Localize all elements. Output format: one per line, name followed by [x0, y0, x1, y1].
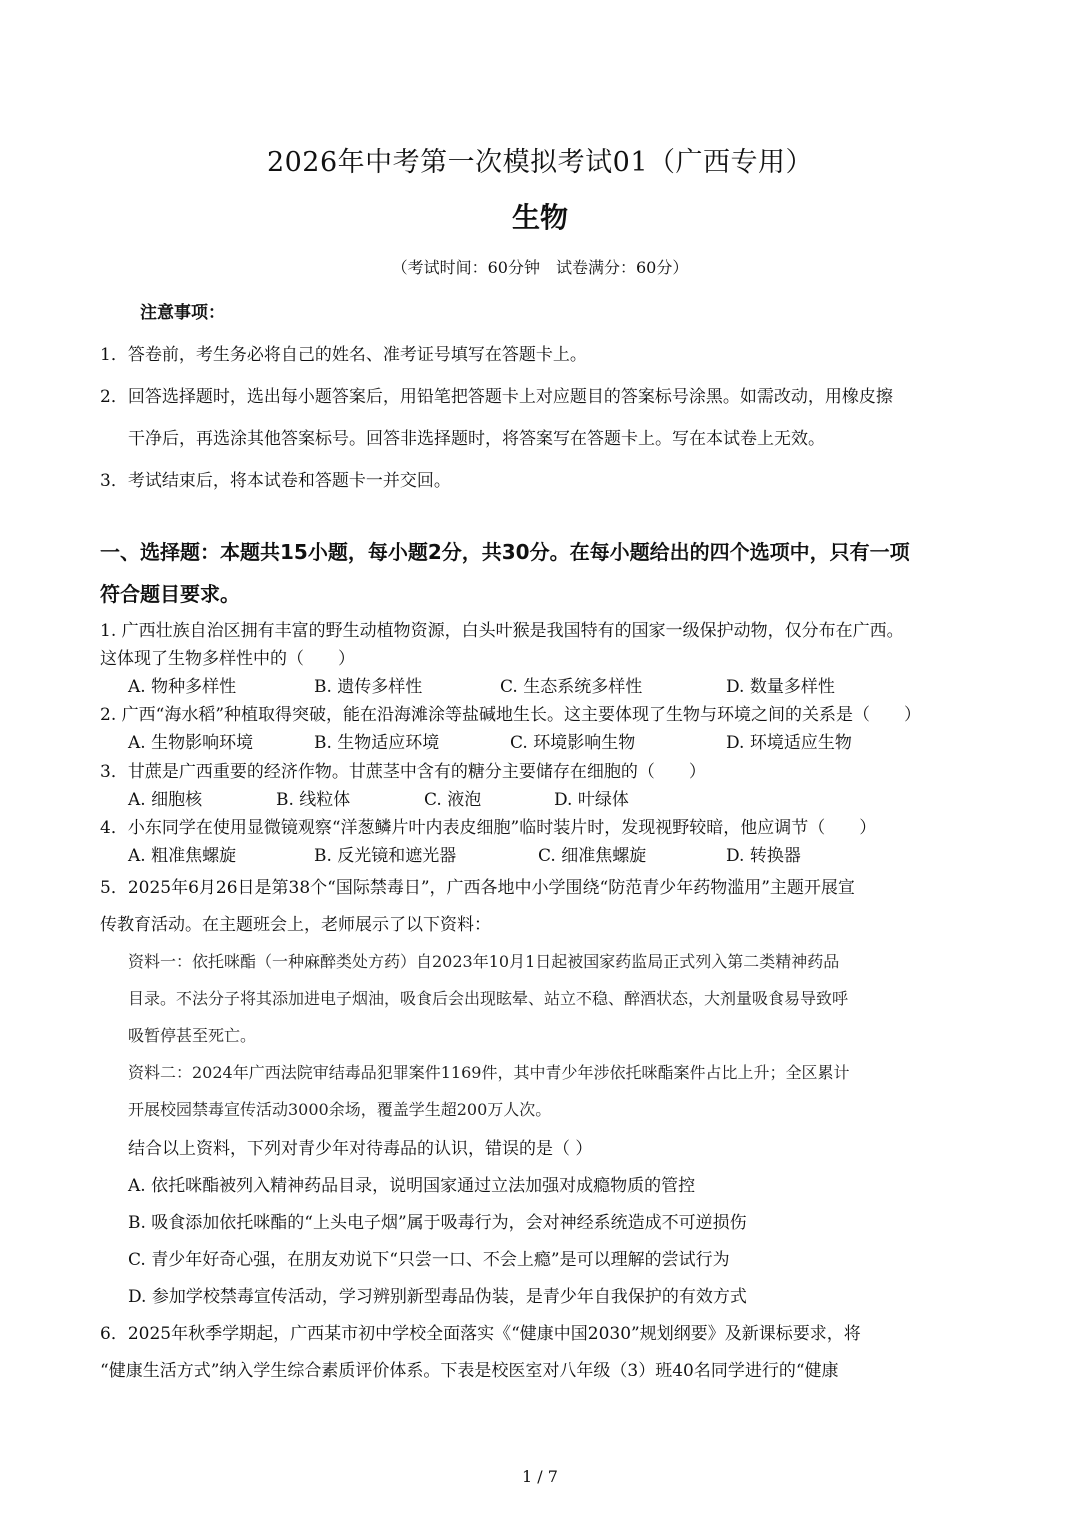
- question-1-option-c: C. 生态系统多样性: [500, 677, 643, 697]
- question-5-option-d: D. 参加学校禁毒宣传活动，学习辨别新型毒品伪装，是青少年自我保护的有效方式: [128, 1287, 747, 1307]
- question-4-text: 4．小东同学在使用显微镜观察“洋葱鳞片叶内表皮细胞”临时装片时，发现视野较暗，他应调节（ ）: [100, 818, 877, 838]
- material-one-line: 吸暂停甚至死亡。: [128, 1026, 257, 1045]
- material-one-line: 资料一：依托咪酯（一种麻醉类处方药）自2023年10月1日起被国家药监局正式列入第二类精神药品: [128, 952, 840, 971]
- page-number: 1 / 7: [522, 1467, 558, 1486]
- question-5-option-a: A. 依托咪酯被列入精神药品目录，说明国家通过立法加强对成瘾物质的管控: [128, 1176, 696, 1196]
- question-1-text-cont: 这体现了生物多样性中的（ ）: [100, 649, 355, 669]
- question-1-option-d: D. 数量多样性: [726, 677, 835, 697]
- question-2-option-c: C. 环境影响生物: [510, 733, 636, 753]
- note-item: 干净后，再选涂其他答案标号。回答非选择题时，将答案写在答题卡上。写在本试卷上无效。: [128, 429, 825, 449]
- material-two-line: 资料二：2024年广西法院审结毒品犯罪案件1169件，其中青少年涉依托咪酯案件占比上升；全区累计: [128, 1063, 850, 1082]
- question-2-text: 2. 广西“海水稻”种植取得突破，能在沿海滩涂等盐碱地生长。这主要体现了生物与环境之间的关系是（ ）: [100, 705, 922, 725]
- question-5-text: 5．2025年6月26日是第38个“国际禁毒日”，广西各地中小学围绕“防范青少年药物滥用”主题开展宣: [100, 878, 855, 898]
- section-heading: 一、选择题：本题共15小题，每小题2分，共30分。在每小题给出的四个选项中，只有一项: [100, 540, 910, 564]
- exam-title: 2026年中考第一次模拟考试01（广西专用）: [266, 147, 814, 178]
- question-4-option-a: A. 粗准焦螺旋: [128, 846, 237, 866]
- material-one-line: 目录。不法分子将其添加进电子烟油，吸食后会出现眩晕、站立不稳、醉酒状态，大剂量吸食易导致呼: [128, 989, 849, 1008]
- question-4-option-c: C. 细准焦螺旋: [538, 846, 647, 866]
- notes-heading: 注意事项：: [140, 303, 225, 323]
- question-3-option-b: B. 线粒体: [276, 790, 351, 810]
- question-6-text: 6．2025年秋季学期起，广西某市初中学校全面落实《“健康中国2030”规划纲要》及新课标要求，将: [100, 1324, 861, 1344]
- subject-title: 生物: [511, 201, 568, 234]
- question-4-option-d: D. 转换器: [726, 846, 801, 866]
- question-1-text: 1. 广西壮族自治区拥有丰富的野生动植物资源，白头叶猴是我国特有的国家一级保护动物，仅分布在广西。: [100, 621, 904, 641]
- material-two-line: 开展校园禁毒宣传活动3000余场，覆盖学生超200万人次。: [128, 1100, 552, 1119]
- question-3-option-c: C. 液泡: [424, 790, 482, 810]
- note-item: 2．回答选择题时，选出每小题答案后，用铅笔把答题卡上对应题目的答案标号涂黑。如需改动，用橡皮擦: [100, 387, 893, 407]
- exam-meta: （考试时间：60分钟 试卷满分：60分）: [391, 258, 689, 277]
- question-6-text-cont: “健康生活方式”纳入学生综合素质评价体系。下表是校医室对八年级（3）班40名同学进行的“健康: [100, 1361, 839, 1381]
- question-5-prompt: 结合以上资料，下列对青少年对待毒品的认识，错误的是（ ）: [128, 1139, 593, 1159]
- question-2-option-d: D. 环境适应生物: [726, 733, 852, 753]
- question-1-option-b: B. 遗传多样性: [314, 677, 423, 697]
- question-2-option-b: B. 生物适应环境: [314, 733, 440, 753]
- question-5-option-b: B. 吸食添加依托咪酯的“上头电子烟”属于吸毒行为，会对神经系统造成不可逆损伤: [128, 1213, 747, 1233]
- section-heading-cont: 符合题目要求。: [100, 582, 240, 606]
- question-3-text: 3．甘蔗是广西重要的经济作物。甘蔗茎中含有的糖分主要储存在细胞的（ ）: [100, 762, 706, 782]
- note-item: 3．考试结束后，将本试卷和答题卡一并交回。: [100, 471, 451, 491]
- question-1-option-a: A. 物种多样性: [128, 677, 237, 697]
- note-item: 1．答卷前，考生务必将自己的姓名、准考证号填写在答题卡上。: [100, 345, 587, 365]
- question-3-option-a: A. 细胞核: [128, 790, 203, 810]
- question-4-option-b: B. 反光镜和遮光器: [314, 846, 457, 866]
- question-3-option-d: D. 叶绿体: [554, 790, 629, 810]
- question-5-text-cont: 传教育活动。在主题班会上，老师展示了以下资料：: [100, 915, 491, 935]
- question-2-option-a: A. 生物影响环境: [128, 733, 254, 753]
- question-5-option-c: C. 青少年好奇心强，在朋友劝说下“只尝一口、不会上瘾”是可以理解的尝试行为: [128, 1250, 730, 1270]
